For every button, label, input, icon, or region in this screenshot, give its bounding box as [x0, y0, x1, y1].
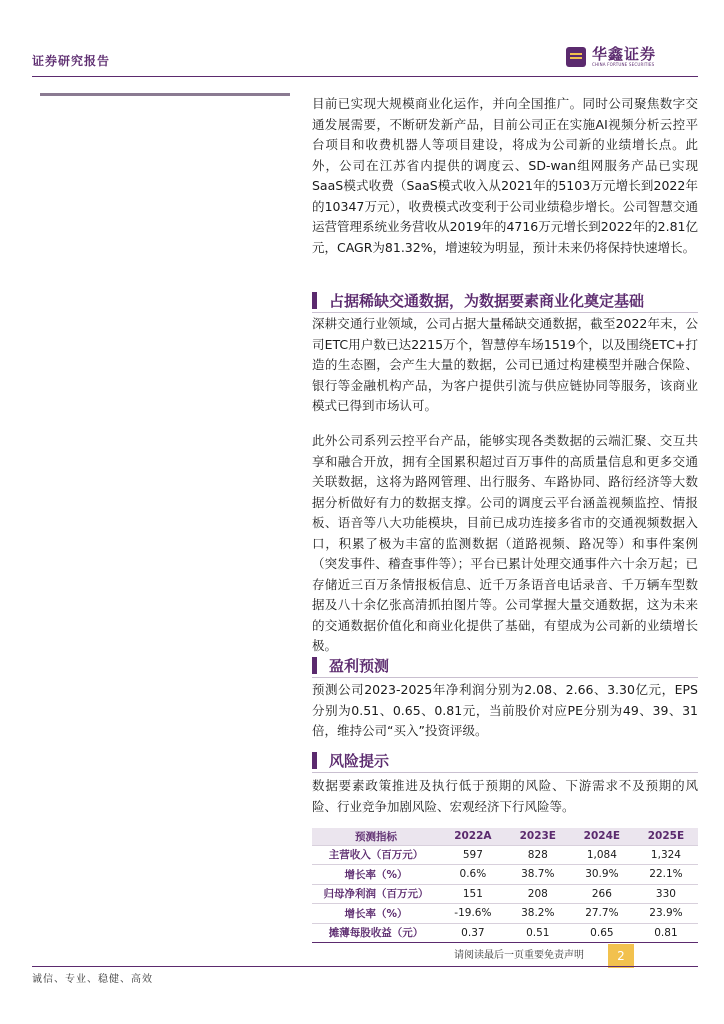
table-row [312, 865, 698, 885]
table-cell: 0.51 [506, 923, 570, 943]
section-heading-risk [312, 749, 698, 771]
section-divider [312, 677, 698, 678]
section-title: 盈利预测 [329, 656, 390, 675]
section-heading-data [312, 289, 698, 311]
table-cell: 22.1% [634, 865, 698, 885]
logo-english-name: CHINA FORTUNE SECURITIES [592, 62, 655, 67]
sidebar-divider [40, 93, 290, 96]
company-logo [566, 46, 656, 68]
table-cell: 1,324 [634, 845, 698, 865]
forecast-table [312, 828, 698, 943]
section-marker-icon [312, 292, 317, 309]
table-cell: 0.81 [634, 923, 698, 943]
table-cell: 208 [506, 884, 570, 904]
paragraph-business-growth: 目前已实现大规模商业化运作，并向全国推广。同时公司聚焦数字交通发展需要，不断研发新产品，目前公司正在实施AI视频分析云控平台项目和收费机器人等项目建设，将成为公司新的业绩增长点。此外，公司在江苏省内提供的调度云、SD-wan组网服务产品已实现SaaS模式收费（SaaS模式收入从2021年的5103万元增长到2022年的10347万元），收费模式改变利于公司业绩稳步增长。公司智慧交通运营管理系统业务营收从2019年的4716万元增长到2022年的2.81亿元，CAGR为81.32%，增速较为明显，预计未来仍将保持快速增长。 [312, 96, 698, 255]
table-cell: 0.6% [440, 865, 506, 885]
row-label: 摊薄每股收益（元） [312, 923, 440, 943]
row-label: 增长率（%） [312, 865, 440, 885]
table-cell: 1,084 [570, 845, 634, 865]
footer-divider [32, 966, 698, 967]
table-row [312, 904, 698, 924]
table-cell: 330 [634, 884, 698, 904]
table-cell: -19.6% [440, 904, 506, 924]
header-divider [32, 76, 698, 77]
table-header-row [312, 828, 698, 845]
section-heading-forecast [312, 654, 698, 676]
table-row [312, 923, 698, 943]
table-header-cell: 预测指标 [312, 828, 440, 845]
table-cell: 38.2% [506, 904, 570, 924]
row-label: 归母净利润（百万元） [312, 884, 440, 904]
table-cell: 27.7% [570, 904, 634, 924]
paragraph-forecast: 预测公司2023-2025年净利润分别为2.08、2.66、3.30亿元，EPS分别为0.51、0.65、0.81元，当前股价对应PE分别为49、39、31倍，维持公司“买入”投资评级。 [312, 682, 698, 738]
section-title: 占据稀缺交通数据，为数据要素商业化奠定基础 [329, 291, 645, 310]
paragraph-etc-data: 深耕交通行业领域，公司占据大量稀缺交通数据，截至2022年末，公司ETC用户数已达2215万个，智慧停车场1519个，以及围绕ETC+打造的生态圈，会产生大量的数据，公司已通过构建模型并融合保险、银行等金融机构产品，为客户提供引流与供应链协同等服务，该商业模式已得到市场认可。 [312, 316, 698, 413]
table-row [312, 884, 698, 904]
section-divider [312, 772, 698, 773]
logo-mark-icon [566, 47, 586, 67]
logo-chinese-name: 华鑫证券 [592, 45, 657, 63]
table-cell: 597 [440, 845, 506, 865]
table-header-cell: 2023E [506, 828, 570, 845]
table-header-cell: 2022A [440, 828, 506, 845]
table-cell: 30.9% [570, 865, 634, 885]
row-label: 增长率（%） [312, 904, 440, 924]
disclaimer-note: 请阅读最后一页重要免责声明 [454, 950, 584, 961]
table-cell: 23.9% [634, 904, 698, 924]
table-cell: 0.65 [570, 923, 634, 943]
section-marker-icon [312, 657, 317, 674]
section-title: 风险提示 [329, 751, 390, 770]
table-cell: 828 [506, 845, 570, 865]
footer-motto: 诚信、专业、稳健、高效 [32, 974, 153, 985]
section-divider [312, 312, 698, 313]
row-label: 主营收入（百万元） [312, 845, 440, 865]
table-cell: 266 [570, 884, 634, 904]
table-cell: 38.7% [506, 865, 570, 885]
table-header-cell: 2024E [570, 828, 634, 845]
section-marker-icon [312, 752, 317, 769]
report-type-label: 证券研究报告 [32, 54, 111, 68]
paragraph-cloud-platform: 此外公司系列云控平台产品，能够实现各类数据的云端汇聚、交互共享和融合开放，拥有全国累积超过百万事件的高质量信息和更多交通关联数据，这将为路网管理、出行服务、车路协同、路衍经济等大数据分析做好有力的数据支撑。公司的调度云平台涵盖视频监控、情报板、语音等八大功能模块，目前已成功连接多省市的交通视频数据入口，积累了极为丰富的监测数据（道路视频、路况等）和事件案例（突发事件、稽查事件等）；平台已累计处理交通事件六十余万起；已存储近三百万条情报板信息、近千万条语音电话录音、千万辆车型数据及八十余亿张高清抓拍图片等。公司掌握大量交通数据，这为未来的交通数据价值化和商业化提供了基础，有望成为公司新的业绩增长极。 [312, 433, 698, 653]
table-row [312, 845, 698, 865]
table-cell: 151 [440, 884, 506, 904]
table-cell: 0.37 [440, 923, 506, 943]
table-header-cell: 2025E [634, 828, 698, 845]
page-number: 2 [608, 944, 634, 968]
paragraph-risk: 数据要素政策推进及执行低于预期的风险、下游需求不及预期的风险、行业竞争加剧风险、宏观经济下行风险等。 [312, 778, 698, 814]
